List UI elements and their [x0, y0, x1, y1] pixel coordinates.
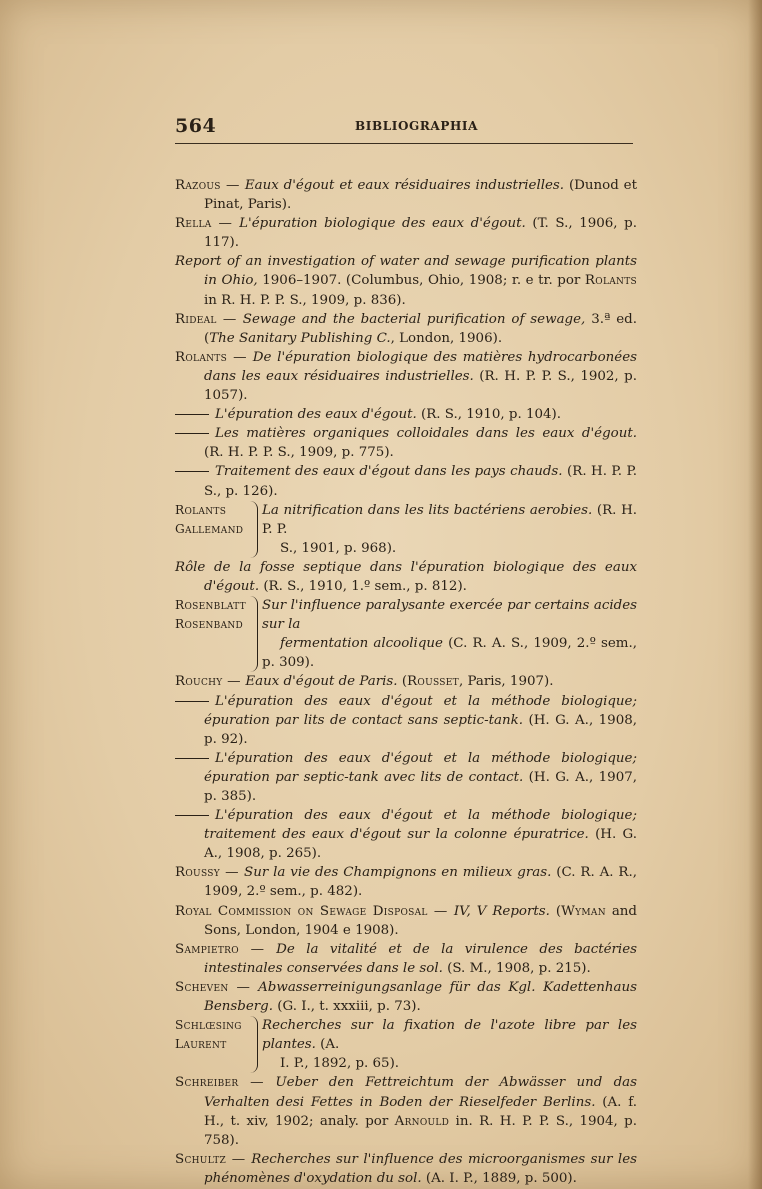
coauthor-name: Rosenband [175, 617, 244, 632]
entry-title: Ueber den Fettreichtum der Abwässer und das Verhalten desi Fettes in Boden der Rieselfeder Berlins. [204, 1075, 637, 1110]
entry-title: Recherches sur la fixation de l'azote libre par les plantes. [262, 1018, 637, 1053]
entry-author: Rideal — [175, 311, 243, 327]
bib-entry [175, 310, 637, 348]
bib-entry-coauthors [175, 1016, 637, 1073]
entry-author: Sampietro — [175, 941, 277, 957]
entry-citation: (R. H. P. P. [262, 502, 637, 537]
coauthor-name: Schlœsing [175, 1018, 242, 1033]
entry-title: L'épuration des eaux d'égout et la méthode biologique; traitement des eaux d'égout sur la colonne épuratrice. [204, 808, 637, 843]
entry-translator: Rolants [584, 273, 637, 289]
bib-entry [175, 405, 637, 424]
entry-citation: (A. [315, 1037, 340, 1053]
entry-author: Razous — [175, 178, 245, 193]
entry-title: Sur la vie des Champignons en milieux gras. [244, 865, 552, 881]
entry-title: La nitrification dans les lits bactériens aerobies. [262, 502, 593, 518]
entry-title: De la vitalité et de la virulence des bactéries intestinales conservées dans le sol. [204, 941, 637, 976]
bib-entry [175, 672, 637, 691]
entry-citation: ( [549, 903, 562, 919]
entry-title: Report of an investigation of water and sewage purification plants in Ohio, [175, 254, 637, 289]
entry-citation: (G. I., t. xxxiii, p. 73). [273, 999, 421, 1015]
entry-citation: (H. G. A., 1908, p. 92). [204, 712, 637, 747]
bib-entry [175, 1150, 637, 1188]
entry-citation: (C. R. A. R., 1909, 2.º sem., p. 482). [204, 865, 638, 900]
bib-entry-coauthors [175, 501, 637, 558]
entry-title: L'épuration des eaux d'égout et la méthode biologique; épuration par lits de contact sans septic-tank. [204, 693, 637, 728]
entry-title: Traitement des eaux d'égout dans les pays chauds. [215, 464, 563, 480]
bib-entry [175, 978, 637, 1016]
ditto-dash [175, 815, 209, 816]
bib-entry [175, 692, 637, 749]
entry-citation: (R. S., 1910, p. 104). [416, 407, 561, 423]
entry-author: Scheven — [175, 979, 259, 995]
entry-citation: (R. H. P. P. S., p. 126). [204, 464, 637, 499]
bibliography-list [175, 176, 637, 1188]
entry-citation: (A. f. H., t. xiv, 1902; analy. por [204, 1094, 637, 1129]
entry-title: Eaux d'égout et eaux résiduaires industrielles. [244, 178, 565, 193]
entry-citation: 1906–1907. (Columbus, Ohio, 1908; r. e tr. por [257, 273, 585, 289]
entry-publisher: Rousset [407, 674, 459, 690]
bib-entry [175, 348, 637, 405]
coauthor-name: Rosenblatt [175, 598, 246, 613]
entry-title: Les matières organiques colloidales dans les eaux d'égout. [215, 426, 637, 442]
entry-citation-cont: S., 1901, p. 968). [280, 540, 397, 556]
bib-entry [175, 940, 637, 978]
ditto-dash [175, 433, 209, 434]
entry-title: Abwasserreinigungsanlage für das Kgl. Kadettenhaus Bensberg. [204, 979, 638, 1015]
bib-entry [175, 252, 637, 309]
entry-publisher: Wyman [561, 903, 606, 919]
bib-entry [175, 462, 637, 500]
entry-citation: (C. R. A. S., 1909, 2.º sem., p. 309). [262, 636, 637, 671]
entry-author: Schultz — [175, 1151, 252, 1167]
entry-citation-cont: , London, 1906). [390, 330, 503, 346]
bib-entry-coauthors [175, 596, 637, 672]
coauthor-entry-body [262, 501, 637, 558]
coauthor-bracket [175, 501, 258, 558]
entry-citation: (H. G. A., 1908, p. 265). [204, 827, 637, 862]
bib-entry [175, 806, 637, 863]
entry-author: Schreiber — [175, 1075, 276, 1091]
ditto-dash [175, 471, 209, 472]
page-header [175, 113, 635, 143]
entry-citation: (H. G. A., 1907, p. 385). [204, 769, 637, 804]
entry-citation-cont: I. P., 1892, p. 65). [280, 1056, 400, 1072]
entry-citation: (A. I. P., 1889, p. 500). [421, 1170, 577, 1186]
entry-citation: (Dunod et Pinat, Paris). [204, 178, 637, 213]
entry-author: Roussy — [175, 865, 245, 881]
entry-citation-cont: , Paris, 1907). [458, 674, 554, 690]
entry-title-cont: fermentation alcoolique [280, 636, 443, 652]
entry-citation: (R. H. P. P. S., 1902, p. 1057). [204, 368, 637, 404]
entry-author: Royal Commission on Sewage Disposal — [175, 903, 454, 919]
entry-title: Rôle de la fosse septique dans l'épuration biologique des eaux d'égout. [175, 559, 637, 594]
coauthor-entry-body [262, 1016, 637, 1073]
bib-entry [175, 424, 637, 462]
ditto-dash [175, 414, 209, 415]
entry-title: Sewage and the bacterial purification of sewage, [242, 311, 586, 327]
entry-citation: (S. M., 1908, p. 215). [442, 960, 591, 976]
entry-title: L'épuration biologique des eaux d'égout. [239, 216, 526, 232]
entry-title: L'épuration des eaux d'égout. [215, 407, 417, 423]
entry-citation: (T. S., 1906, p. 117). [204, 216, 637, 251]
ditto-dash [175, 758, 209, 759]
coauthor-name: Laurent [175, 1037, 227, 1052]
entry-citation: ( [397, 674, 408, 690]
entry-title: L'épuration des eaux d'égout et la méthode biologique; épuration par septic-tank avec lits de contact. [204, 750, 637, 785]
page-edge-shadow [748, 0, 762, 1189]
coauthor-entry-body [262, 596, 637, 672]
entry-publisher: The Sanitary Publishing C. [209, 330, 391, 346]
coauthor-name: Rolants [175, 502, 227, 517]
bib-entry [175, 176, 637, 214]
entry-author: Rouchy — [175, 674, 246, 690]
header-rule [175, 143, 633, 144]
entry-reviewer: Arnould [394, 1113, 450, 1129]
coauthor-bracket [175, 1016, 258, 1073]
entry-citation-cont: in R. H. P. P. S., 1909, p. 836). [204, 292, 406, 308]
bib-entry [175, 1073, 637, 1149]
page-number: 564 [175, 115, 217, 137]
entry-title: De l'épuration biologique des matières hydrocarbonées dans les eaux résiduaires industrielles. [204, 349, 637, 384]
coauthor-name: Gallemand [175, 521, 244, 536]
bib-entry [175, 863, 637, 901]
entry-author: Rolants — [175, 349, 253, 365]
entry-author: Rella — [175, 216, 240, 232]
ditto-dash [175, 701, 209, 702]
entry-citation: (R. S., 1910, 1.º sem., p. 812). [259, 578, 467, 594]
bib-entry [175, 214, 637, 252]
running-head: BIBLIOGRAPHIA [355, 119, 479, 133]
entry-title: Eaux d'égout de Paris. [245, 674, 398, 690]
bib-entry [175, 558, 637, 596]
entry-citation-cont: in. R. H. P. P. S., 1904, p. 758). [204, 1113, 637, 1148]
coauthor-bracket [175, 596, 258, 672]
entry-citation-cont: and Sons, London, 1904 e 1908). [204, 903, 638, 938]
entry-citation: 3.ª ed. ( [204, 311, 638, 346]
bib-entry [175, 902, 637, 940]
entry-title: Recherches sur l'influence des microorganismes sur les phénomènes d'oxydation du sol. [204, 1151, 637, 1186]
bib-entry [175, 749, 637, 806]
entry-citation: (R. H. P. P. S., 1909, p. 775). [204, 445, 394, 461]
entry-title: IV, V Reports. [453, 903, 550, 919]
entry-title: Sur l'influence paralysante exercée par certains acides sur la [262, 598, 637, 633]
